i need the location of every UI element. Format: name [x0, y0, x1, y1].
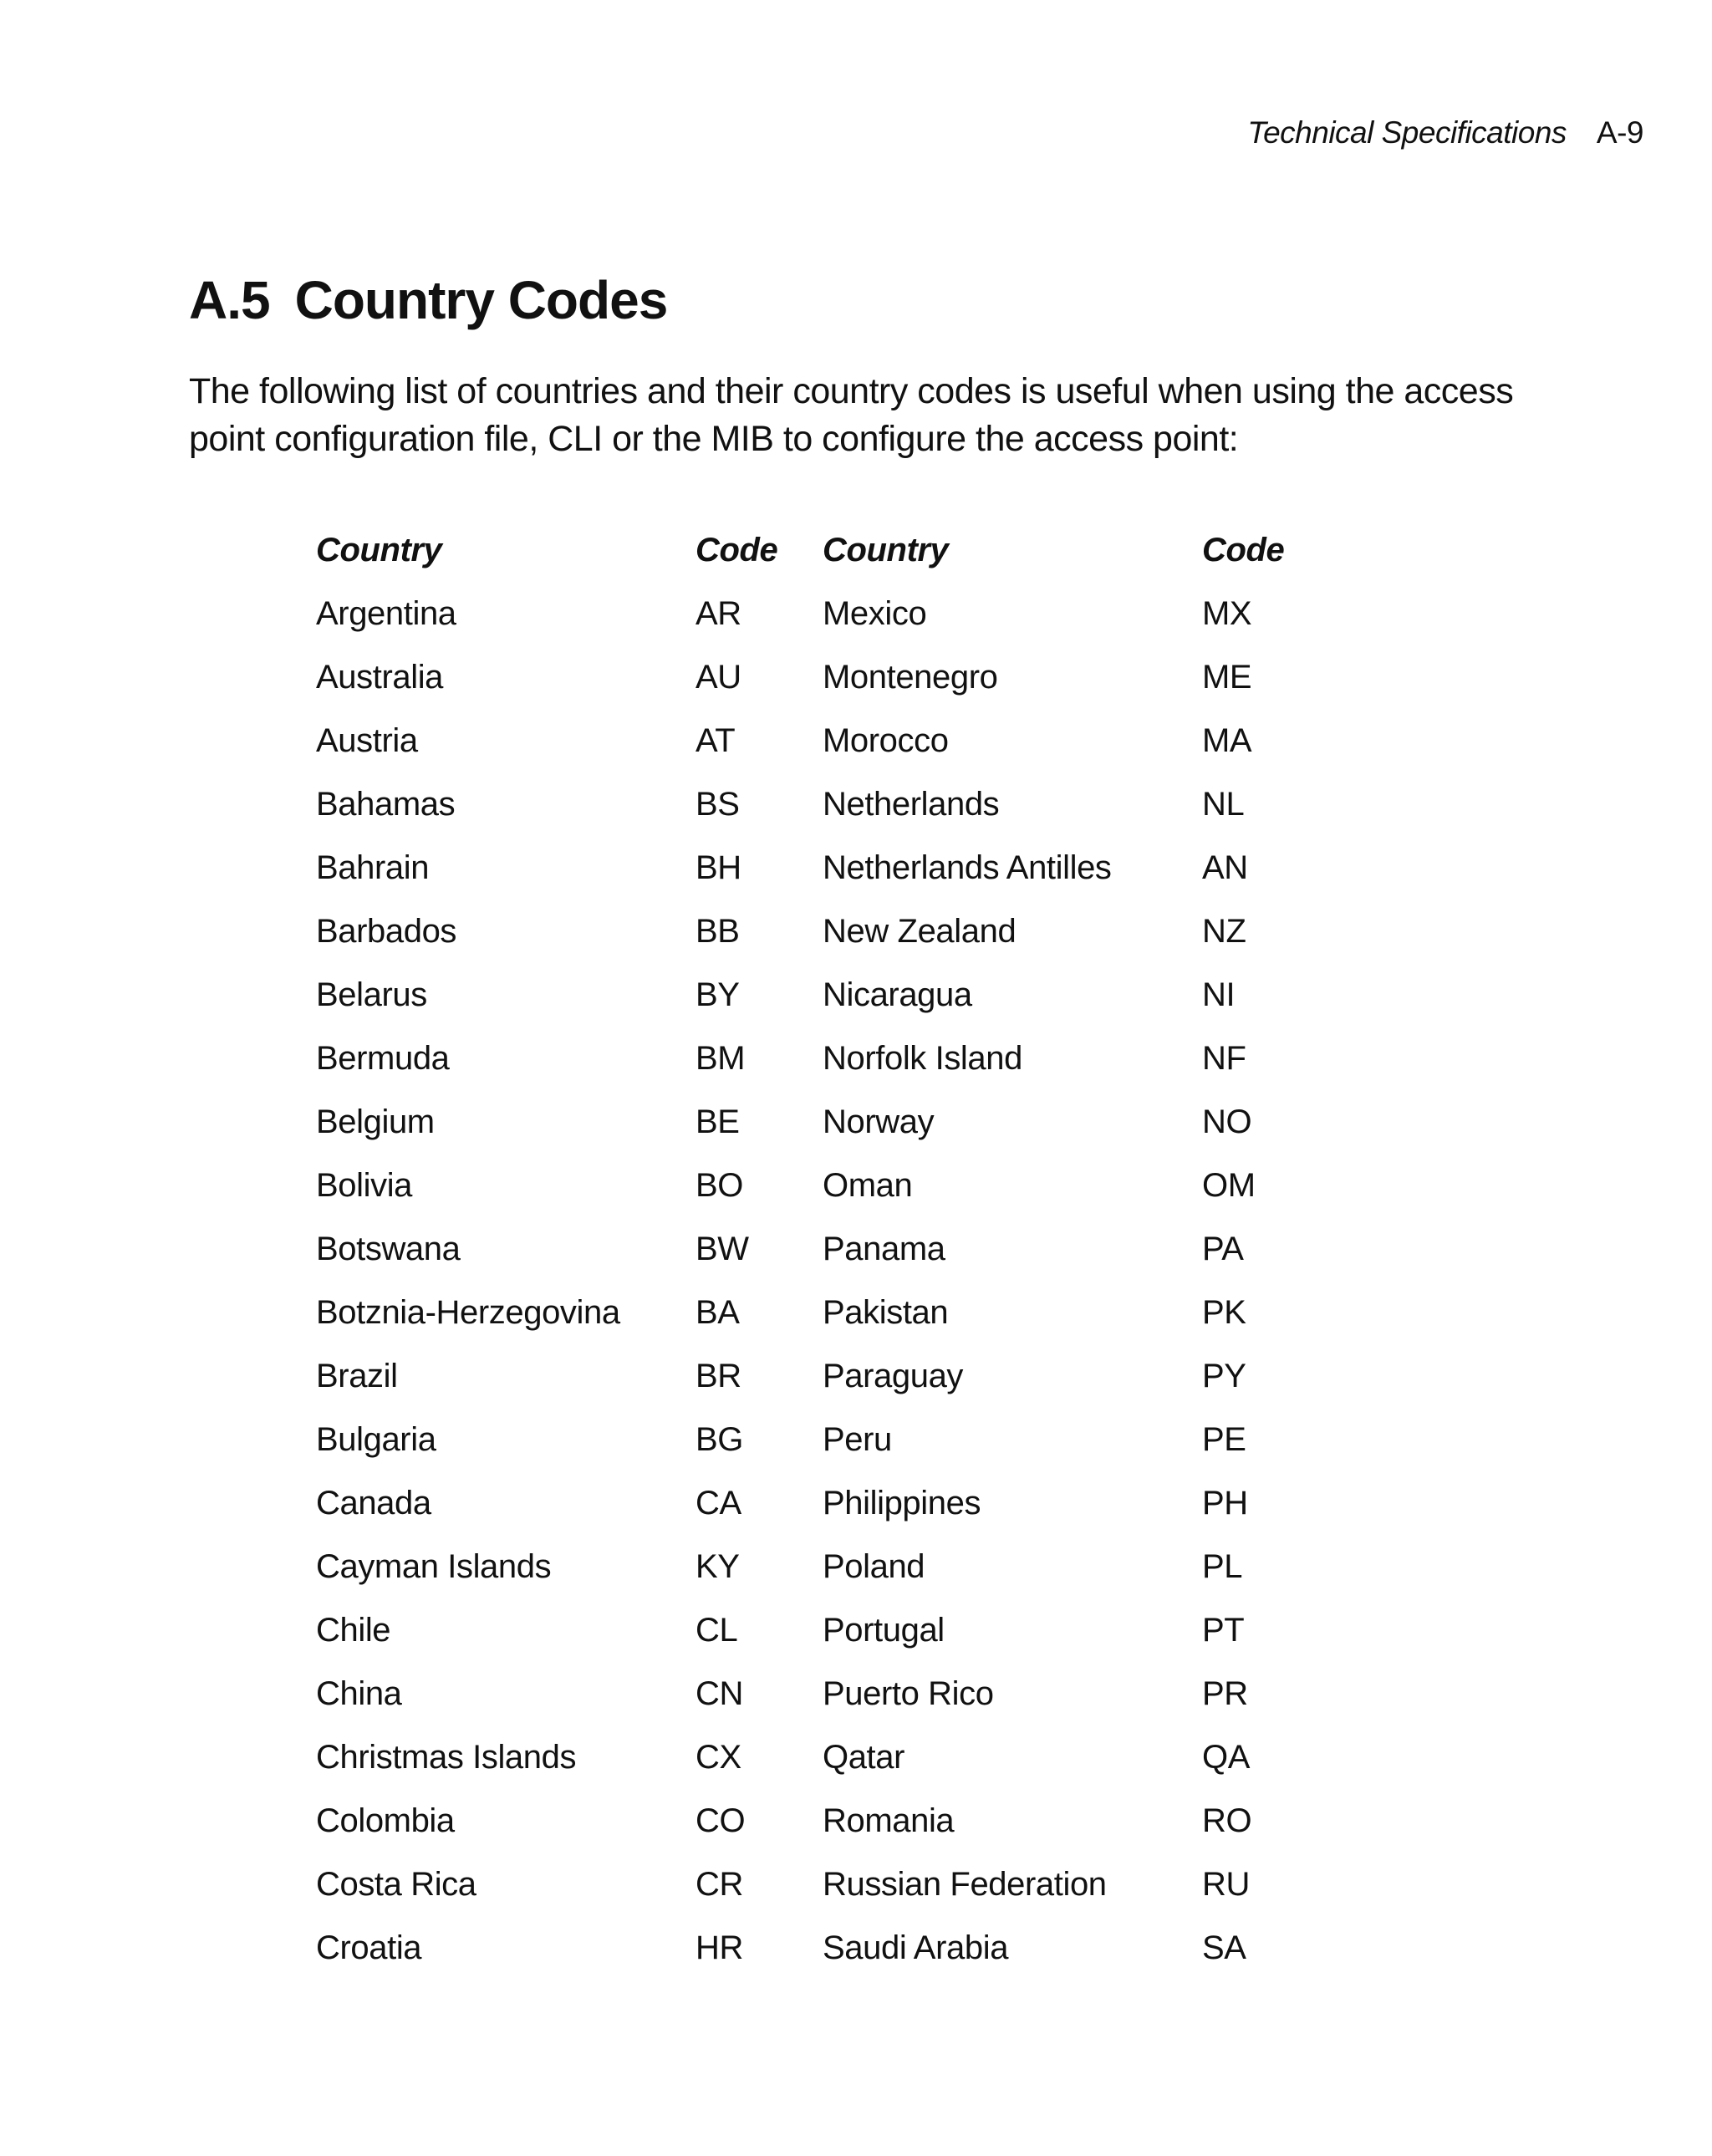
- code-cell: MA: [1202, 721, 1252, 759]
- code-cell: CX: [696, 1738, 741, 1776]
- code-cell: PT: [1202, 1611, 1245, 1649]
- code-cell: CL: [696, 1611, 738, 1649]
- code-cell: RO: [1202, 1802, 1252, 1839]
- code-cell: PY: [1202, 1357, 1246, 1394]
- code-cell: NF: [1202, 1039, 1246, 1077]
- table-row: [316, 1217, 1329, 1281]
- column-header-code: Code: [1202, 531, 1285, 568]
- code-cell: NZ: [1202, 912, 1246, 950]
- table-row: [316, 836, 1329, 900]
- code-cell: PR: [1202, 1674, 1248, 1712]
- country-cell: Panama: [823, 1230, 945, 1267]
- country-cell: Belarus: [316, 976, 427, 1013]
- country-cell: Christmas Islands: [316, 1738, 577, 1776]
- code-cell: BW: [696, 1230, 749, 1267]
- country-cell: Chile: [316, 1611, 391, 1649]
- table-row: [316, 1471, 1329, 1535]
- code-cell: BR: [696, 1357, 741, 1394]
- country-code-table: [316, 518, 1329, 1980]
- code-cell: CR: [696, 1865, 743, 1903]
- country-cell: Philippines: [823, 1484, 981, 1521]
- country-cell: Bermuda: [316, 1039, 450, 1077]
- code-cell: NI: [1202, 976, 1236, 1013]
- table-row: [316, 1789, 1329, 1853]
- country-cell: Bahrain: [316, 849, 430, 886]
- country-cell: Norway: [823, 1103, 935, 1140]
- country-cell: Peru: [823, 1420, 892, 1458]
- code-cell: OM: [1202, 1166, 1256, 1204]
- country-cell: Pakistan: [823, 1293, 949, 1331]
- code-cell: PH: [1202, 1484, 1248, 1521]
- table-body: [316, 582, 1329, 1980]
- country-cell: Brazil: [316, 1357, 398, 1394]
- country-cell: Colombia: [316, 1802, 455, 1839]
- code-cell: CO: [696, 1802, 746, 1839]
- country-cell: China: [316, 1674, 402, 1712]
- code-cell: CN: [696, 1674, 743, 1712]
- country-cell: Barbados: [316, 912, 457, 950]
- country-cell: Saudi Arabia: [823, 1929, 1009, 1966]
- code-cell: AN: [1202, 849, 1248, 886]
- country-cell: Montenegro: [823, 658, 998, 696]
- code-cell: CA: [696, 1484, 741, 1521]
- country-cell: Belgium: [316, 1103, 435, 1140]
- code-cell: AU: [696, 658, 741, 696]
- code-cell: NO: [1202, 1103, 1252, 1140]
- country-cell: Paraguay: [823, 1357, 964, 1394]
- code-cell: BO: [696, 1166, 743, 1204]
- code-cell: BH: [696, 849, 741, 886]
- code-cell: KY: [696, 1547, 740, 1585]
- table-row: [316, 1916, 1329, 1980]
- country-cell: Nicaragua: [823, 976, 972, 1013]
- running-header-section: Technical Specifications: [1247, 115, 1567, 150]
- running-header: [1247, 115, 1643, 150]
- intro-paragraph: The following list of countries and their country codes is useful when using the access point configuration file, CLI or the MIB to configure the access point:: [189, 371, 1514, 459]
- country-cell: Austria: [316, 721, 418, 759]
- country-cell: Bulgaria: [316, 1420, 436, 1458]
- page-number: A-9: [1596, 115, 1643, 150]
- country-cell: Australia: [316, 658, 444, 696]
- country-cell: Botswana: [316, 1230, 461, 1267]
- country-cell: Portugal: [823, 1611, 945, 1649]
- table-row: [316, 645, 1329, 709]
- code-cell: PE: [1202, 1420, 1246, 1458]
- table-row: [316, 1281, 1329, 1344]
- country-cell: Morocco: [823, 721, 949, 759]
- code-cell: NL: [1202, 785, 1245, 823]
- table-row: [316, 1154, 1329, 1217]
- code-cell: PA: [1202, 1230, 1244, 1267]
- code-cell: ME: [1202, 658, 1252, 696]
- table-row: [316, 772, 1329, 836]
- country-cell: Costa Rica: [316, 1865, 476, 1903]
- country-cell: Russian Federation: [823, 1865, 1107, 1903]
- code-cell: AR: [696, 594, 741, 632]
- code-cell: BM: [696, 1039, 746, 1077]
- section-title-text: Country Codes: [294, 270, 668, 330]
- code-cell: BG: [696, 1420, 743, 1458]
- country-cell: Romania: [823, 1802, 955, 1839]
- country-cell: Argentina: [316, 594, 456, 632]
- section-title: [189, 269, 667, 331]
- code-cell: BB: [696, 912, 740, 950]
- country-cell: Netherlands Antilles: [823, 849, 1112, 886]
- country-cell: Croatia: [316, 1929, 422, 1966]
- table-row: [316, 1535, 1329, 1598]
- country-cell: Puerto Rico: [823, 1674, 994, 1712]
- table-row: [316, 1344, 1329, 1408]
- country-cell: Poland: [823, 1547, 925, 1585]
- country-cell: Norfolk Island: [823, 1039, 1022, 1077]
- country-cell: Canada: [316, 1484, 431, 1521]
- country-cell: Bahamas: [316, 785, 456, 823]
- country-cell: Botznia-Herzegovina: [316, 1293, 620, 1331]
- code-cell: MX: [1202, 594, 1252, 632]
- code-cell: QA: [1202, 1738, 1250, 1776]
- code-cell: AT: [696, 721, 736, 759]
- code-cell: BE: [696, 1103, 740, 1140]
- country-cell: Bolivia: [316, 1166, 413, 1204]
- code-cell: PK: [1202, 1293, 1246, 1331]
- code-cell: RU: [1202, 1865, 1250, 1903]
- code-cell: PL: [1202, 1547, 1243, 1585]
- column-header-country: Country: [823, 531, 949, 568]
- table-row: [316, 1027, 1329, 1090]
- code-cell: BS: [696, 785, 740, 823]
- table-row: [316, 1090, 1329, 1154]
- country-cell: Oman: [823, 1166, 913, 1204]
- table-header-row: [316, 518, 1329, 582]
- country-cell: Qatar: [823, 1738, 905, 1776]
- table-row: [316, 963, 1329, 1027]
- column-header-code: Code: [696, 531, 778, 568]
- code-cell: BA: [696, 1293, 740, 1331]
- table-row: [316, 1662, 1329, 1725]
- code-cell: BY: [696, 976, 740, 1013]
- table-row: [316, 1408, 1329, 1471]
- country-cell: Netherlands: [823, 785, 1000, 823]
- country-cell: Mexico: [823, 594, 927, 632]
- table-row: [316, 1853, 1329, 1916]
- code-cell: HR: [696, 1929, 743, 1966]
- country-cell: New Zealand: [823, 912, 1016, 950]
- column-header-country: Country: [316, 531, 442, 568]
- table-row: [316, 1725, 1329, 1789]
- table-row: [316, 709, 1329, 772]
- table-row: [316, 1598, 1329, 1662]
- code-cell: SA: [1202, 1929, 1246, 1966]
- table-row: [316, 582, 1329, 645]
- country-cell: Cayman Islands: [316, 1547, 552, 1585]
- table-row: [316, 900, 1329, 963]
- section-number: A.5: [189, 270, 270, 330]
